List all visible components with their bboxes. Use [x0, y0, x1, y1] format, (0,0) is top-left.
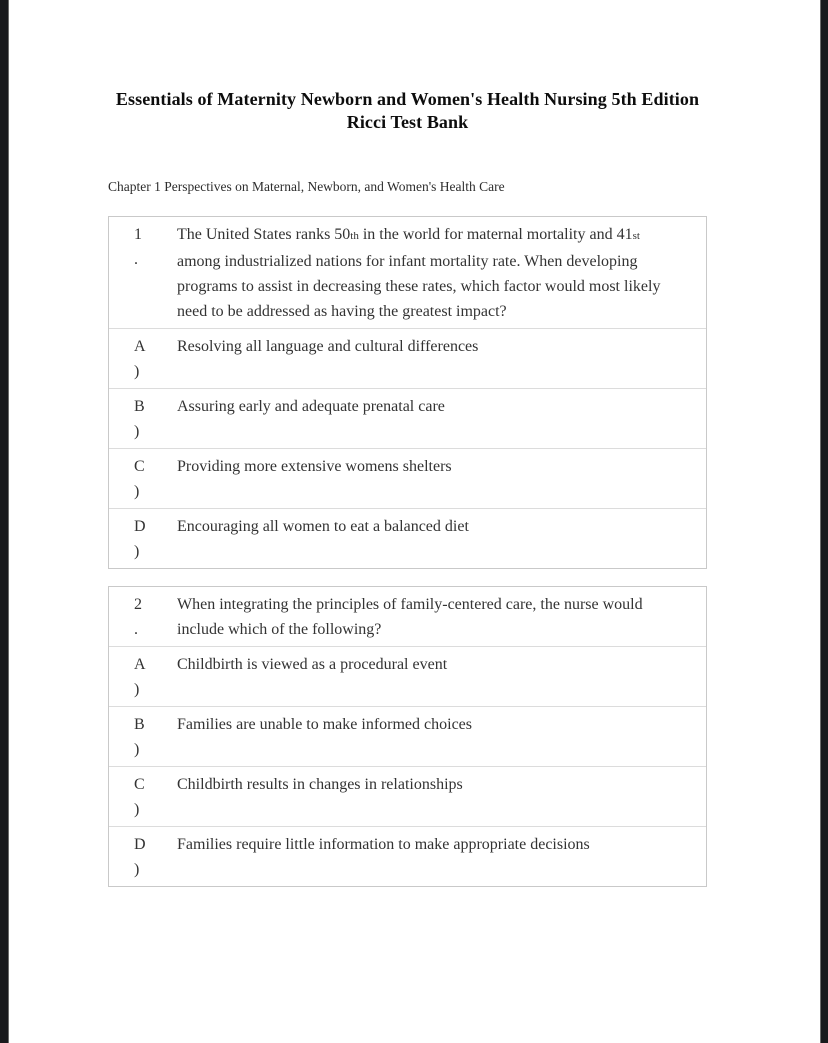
document-title: Essentials of Maternity Newborn and Women's Health Nursing 5th Edition Ricci Test Bank: [115, 89, 700, 132]
option-label: A ): [134, 656, 146, 698]
document-page: [9, 0, 820, 1043]
option-text: Childbirth is viewed as a procedural event: [177, 656, 448, 673]
right-edge-bar: [820, 0, 828, 1043]
question-number: 1 .: [134, 226, 142, 268]
option-label: C ): [134, 776, 145, 818]
option-text: Providing more extensive womens shelters: [177, 458, 452, 475]
option-row: [109, 706, 706, 766]
option-label: A ): [134, 338, 146, 380]
option-row: [109, 766, 706, 826]
ordinal-suffix: th: [350, 230, 359, 242]
option-row: [109, 646, 706, 706]
option-label: B ): [134, 398, 145, 440]
option-label: B ): [134, 716, 145, 758]
option-text: Childbirth results in changes in relationships: [177, 776, 463, 793]
option-text: Families require little information to make appropriate decisions: [177, 836, 590, 853]
question-row: [109, 587, 706, 646]
option-label: C ): [134, 458, 145, 500]
option-row: [109, 508, 706, 568]
option-row: [109, 388, 706, 448]
question-row: [109, 217, 706, 328]
left-edge-bar: [0, 0, 9, 1043]
option-text: Encouraging all women to eat a balanced diet: [177, 518, 469, 535]
question-text: When integrating the principles of family-centered care, the nurse would include which of the following?: [177, 596, 643, 638]
option-row: [109, 328, 706, 388]
ordinal-suffix: st: [632, 230, 640, 242]
option-text: Resolving all language and cultural differences: [177, 338, 479, 355]
option-label: D ): [134, 836, 146, 878]
option-row: [109, 448, 706, 508]
question-table-1: [108, 216, 707, 569]
question-table-2: [108, 586, 707, 887]
option-label: D ): [134, 518, 146, 560]
option-text: Assuring early and adequate prenatal care: [177, 398, 445, 415]
page-content: [108, 0, 707, 887]
chapter-heading: Chapter 1 Perspectives on Maternal, Newborn, and Women's Health Care: [108, 179, 505, 194]
question-number: 2 .: [134, 596, 142, 638]
option-text: Families are unable to make informed choices: [177, 716, 473, 733]
option-row: [109, 826, 706, 886]
question-text: The United States ranks 50th in the world for maternal mortality and 41st among industrialized nations for infant mortality rate. When developing programs to assist in decreasing these rates, which factor would most likely need to be addressed as having the greatest impact?: [177, 226, 661, 320]
